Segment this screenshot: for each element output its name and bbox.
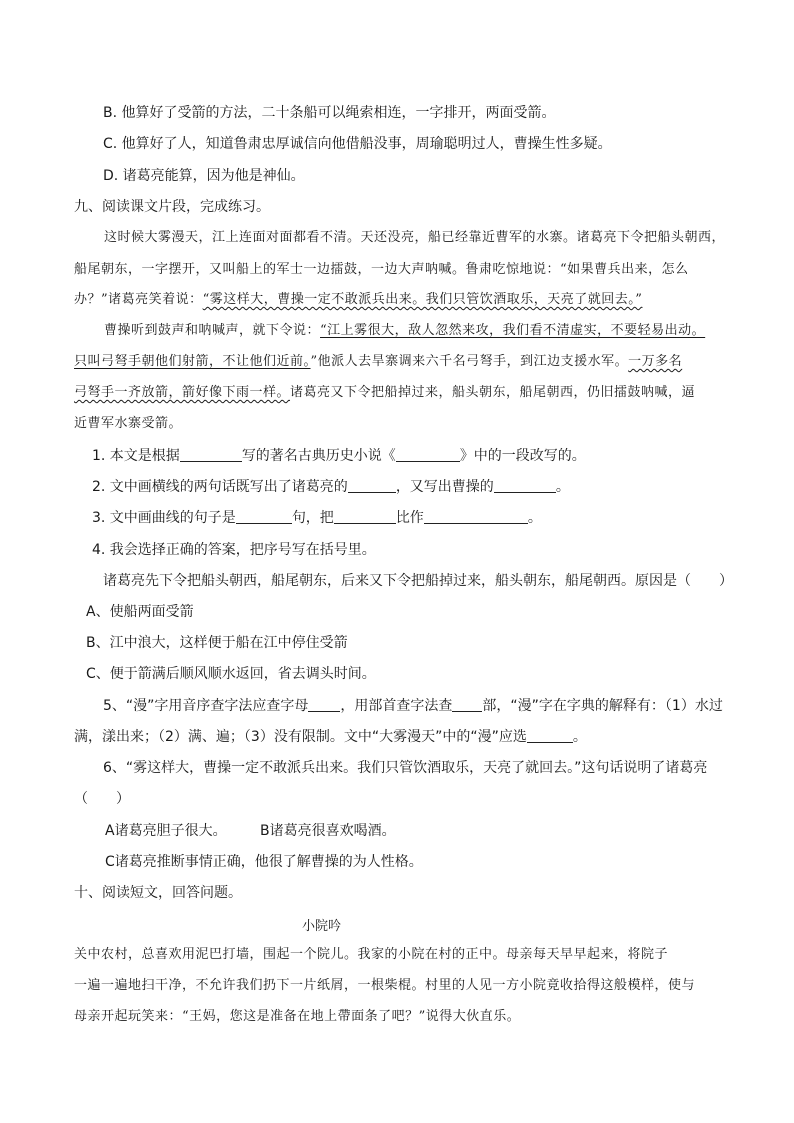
q9-passage-line-2: 船尾朝东，一字摆开，又叫船上的军士一边擂鼓，一边大声呐喊。鲁肃吃惊地说：“如果曹兵出来，怎么 <box>74 262 689 277</box>
q8-option-b: B. 他算好了受箭的方法，二十条船可以绳索相连，一字排开，两面受箭。 <box>103 105 556 121</box>
q9-item-4-option-b: B、江中浪大，这样便于船在江中停住受箭 <box>86 635 348 651</box>
q9-passage-line-5 <box>74 353 682 371</box>
q9-item-5-text-e: 。 <box>572 729 587 745</box>
q9-item-6: 6、“雾这样大，曹操一定不敢派兵出来。我们只管饮酒取乐，天亮了就回去。”这句话说明了诸葛亮 <box>103 760 708 776</box>
q9-item-3-text-c: 比作 <box>395 510 424 526</box>
q9-item-2-text-a: 2. 文中画横线的两句话既写出了诸葛亮的 <box>92 479 348 495</box>
q9-passage-line-4-pre: 曹操听到鼓声和呐喊声，就下令说： <box>104 323 321 338</box>
q9-item-3-blank-1[interactable] <box>236 509 292 524</box>
q9-passage-line-1: 这时候大雾漫天，江上连面对面都看不清。天还没亮，船已经靠近曹军的水寨。诸葛亮下令把船头朝西， <box>104 230 726 245</box>
q9-item-6-answer-paren[interactable]: （ ） <box>74 791 130 807</box>
q9-item-5-text-a: 5、“漫”字用音序查字法应查字母 <box>103 698 309 714</box>
q9-item-5-line-1 <box>103 697 723 715</box>
q9-item-5-text-b: ，用部首查字法查 <box>340 698 453 714</box>
q9-passage-line-3 <box>74 291 642 309</box>
q9-item-3-text-b: 句，把 <box>291 510 334 526</box>
q9-item-6-option-b: B诸葛亮很喜欢喝酒。 <box>260 823 396 839</box>
q9-item-3-text-d: 。 <box>527 510 542 526</box>
q10-passage-line-1: 关中农村，总喜欢用泥巴打墙，围起一个院儿。我家的小院在村的正中。母亲每天早早起来，将院子 <box>74 947 669 962</box>
q9-passage-line-4 <box>104 322 705 340</box>
q9-passage-line-5-mid: ”他派人去旱寨调来六千名弓弩手，到江边支援水军。 <box>310 354 629 369</box>
q9-item-5-blank-radical[interactable] <box>452 697 482 712</box>
q10-passage-line-2: 一遍一遍地扫干净，不允许我们扔下一片纸屑，一根柴棍。村里的人见一方小院竟收拾得这般模样，使与 <box>74 978 696 993</box>
q9-item-1-blank-author[interactable] <box>180 447 242 462</box>
q9-item-5-blank-letter[interactable] <box>308 697 340 712</box>
q9-passage-line-6-post: 诸葛亮又下令把船掉过来，船头朝东，船尾朝西，仍旧擂鼓呐喊，逼 <box>290 385 696 400</box>
q9-item-1-text-a: 1. 本文是根据 <box>92 448 180 464</box>
q9-item-6-option-c: C诸葛亮推断事情正确，他很了解曹操的为人性格。 <box>105 854 423 870</box>
q9-item-4-stem: 诸葛亮先下令把船头朝西，船尾朝东，后来又下令把船掉过来，船头朝东，船尾朝西。原因是（ ） <box>103 573 733 589</box>
q9-wavy-sentence-1: “雾这样大，曹操一定不敢派兵出来。我们只管饮酒取乐，天亮了就回去。” <box>202 292 643 307</box>
q9-item-3 <box>92 509 542 527</box>
q9-item-3-text-a: 3. 文中画曲线的句子是 <box>92 510 236 526</box>
q8-option-d: D. 诸葛亮能算，因为他是神仙。 <box>103 168 305 184</box>
q10-passage-title: 小院吟 <box>302 919 342 934</box>
q9-passage-line-7: 近曹军水寨受箭。 <box>74 416 183 431</box>
q9-item-2-text-c: 。 <box>555 479 570 495</box>
q9-item-5-line-2 <box>74 728 587 746</box>
q9-item-1 <box>92 447 586 465</box>
q9-wavy-sentence-2-part-2: 弓弩手一齐放箭，箭好像下雨一样。 <box>74 385 291 400</box>
q9-item-5-text-d: 满，漾出来；（2）满、遍；（3）没有限制。文中“大雾漫天”中的“漫”应选 <box>74 729 527 745</box>
q9-heading: 九、阅读课文片段，完成练习。 <box>74 199 270 215</box>
q9-item-2-blank-1[interactable] <box>348 478 396 493</box>
q9-item-4: 4. 我会选择正确的答案，把序号写在括号里。 <box>92 542 376 558</box>
q9-item-3-blank-2[interactable] <box>334 509 396 524</box>
q9-underlined-sentence-part-2: 只叫弓弩手朝他们射箭，不让他们近前。 <box>74 354 311 369</box>
q9-item-2 <box>92 478 570 496</box>
q9-item-3-blank-3[interactable] <box>424 509 528 524</box>
q9-item-1-text-b: 写的著名古典历史小说《 <box>241 448 396 464</box>
q9-item-1-blank-novel[interactable] <box>396 447 460 462</box>
q8-option-c: C. 他算好了人，知道鲁肃忠厚诚信向他借船没事，周瑜聪明过人，曹操生性多疑。 <box>103 136 612 152</box>
q9-underlined-sentence-part-1: “江上雾很大，敌人忽然来攻，我们看不清虚实，不要轻易出动。 <box>320 323 706 338</box>
q9-item-4-option-c: C、便于箭满后顺风顺水返回，省去调头时间。 <box>86 666 376 682</box>
q9-item-1-text-c: 》中的一段改写的。 <box>459 448 586 464</box>
q9-item-5-blank-meaning[interactable] <box>527 728 573 743</box>
q9-item-2-blank-2[interactable] <box>494 478 556 493</box>
q9-item-6-option-a: A诸葛亮胆子很大。 <box>105 823 227 839</box>
q10-heading: 十、阅读短文，回答问题。 <box>74 885 242 901</box>
q10-passage-line-3: 母亲开起玩笑来：“王妈，您这是准备在地上帶面条了吧？”说得大伙直乐。 <box>74 1009 521 1024</box>
q9-item-5-text-c: 部，“漫”字在字典的解释有：（1）水过 <box>482 698 723 714</box>
q9-passage-line-3-pre: 办？”诸葛亮笑着说： <box>74 292 203 307</box>
q9-item-2-text-b: ，又写出曹操的 <box>395 479 494 495</box>
q9-passage-line-6 <box>74 384 695 402</box>
q9-wavy-sentence-2-part-1: 一万多名 <box>628 354 683 369</box>
q9-item-4-option-a: A、使船两面受箭 <box>86 604 194 620</box>
